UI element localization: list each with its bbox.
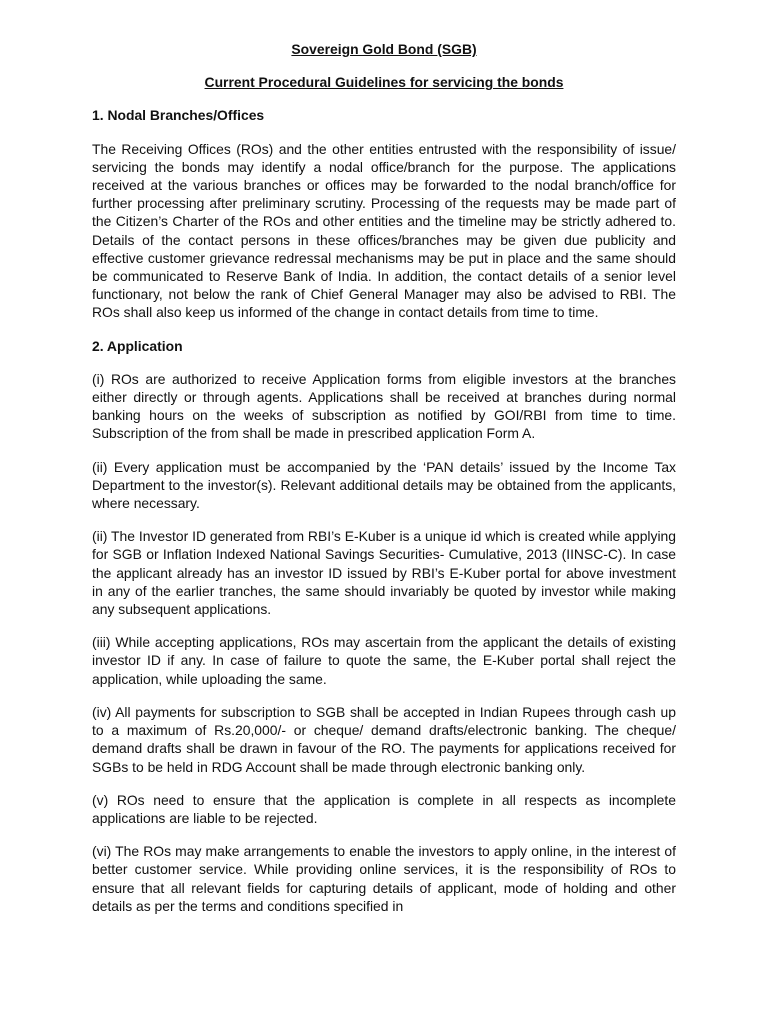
paragraph-application-iv: (iv) All payments for subscription to SGB shall be accepted in Indian Rupees through cash up to a maximum of Rs.20,000/- or cheque/ demand drafts/electronic banking. The cheque/ demand drafts shall be drawn in favour of the RO. The payments for applications received for SGBs to be held in RDG Account shall be made through electronic banking only. (92, 703, 676, 775)
document-title: Sovereign Gold Bond (SGB) (291, 41, 477, 57)
paragraph-application-ii-pan: (ii) Every application must be accompanied by the ‘PAN details’ issued by the Income Tax Department to the investor(s). Relevant additional details may be obtained from the applicants, where necessary. (92, 458, 676, 512)
paragraph-application-vi: (vi) The ROs may make arrangements to enable the investors to apply online, in the interest of better customer service. While providing online services, it is the responsibility of ROs to ensure that all relevant fields for capturing details of applicant, mode of holding and other details as per the terms and conditions specified in (92, 843, 676, 914)
document-subtitle: Current Procedural Guidelines for servicing the bonds (204, 74, 564, 91)
section-heading-application: 2. Application (92, 337, 183, 354)
paragraph-application-ii-investor-id: (ii) The Investor ID generated from RBI’s E-Kuber is a unique id which is created while applying for SGB or Inflation Indexed National Savings Securities- Cumulative, 2013 (IINSC-C). In case the applicant already has an investor ID issued by RBI’s E-Kuber portal for above investment in any of the earlier tranches, the same should invariably be quoted by investor while making any subsequent applications. (92, 528, 676, 618)
paragraph-nodal-branches: The Receiving Offices (ROs) and the other entities entrusted with the responsibility of issue/ servicing the bonds may identify a nodal office/branch for the purpose. The applications received at the various branches or offices may be forwarded to the nodal branch/office for further processing after preliminary scrutiny. Processing of the requests may be made part of the Citizen’s Charter of the ROs and other entities and the timeline may be strictly adhered to. Details of the contact persons in these offices/branches may be given due publicity and effective customer grievance redressal mechanisms may be put in place and the same should be communicated to Reserve Bank of India. In addition, the contact details of a senior level functionary, not below the rank of Chief General Manager may also be advised to RBI. The ROs shall also keep us informed of the change in contact details from time to time. (92, 140, 676, 321)
section-heading-nodal-branches: 1. Nodal Branches/Offices (92, 107, 265, 124)
paragraph-application-iii: (iii) While accepting applications, ROs may ascertain from the applicant the details of existing investor ID if any. In case of failure to quote the same, the E-Kuber portal shall reject the application, while uploading the same. (92, 634, 676, 687)
paragraph-application-v: (v) ROs need to ensure that the application is complete in all respects as incomplete applications are liable to be rejected. (92, 791, 676, 826)
paragraph-application-i: (i) ROs are authorized to receive Application forms from eligible investors at the branches either directly or through agents. Applications shall be received at branches during normal banking hours on the weeks of subscription as notified by GOI/RBI from time to time. Subscription of the from shall be made in prescribed application Form A. (92, 370, 676, 442)
